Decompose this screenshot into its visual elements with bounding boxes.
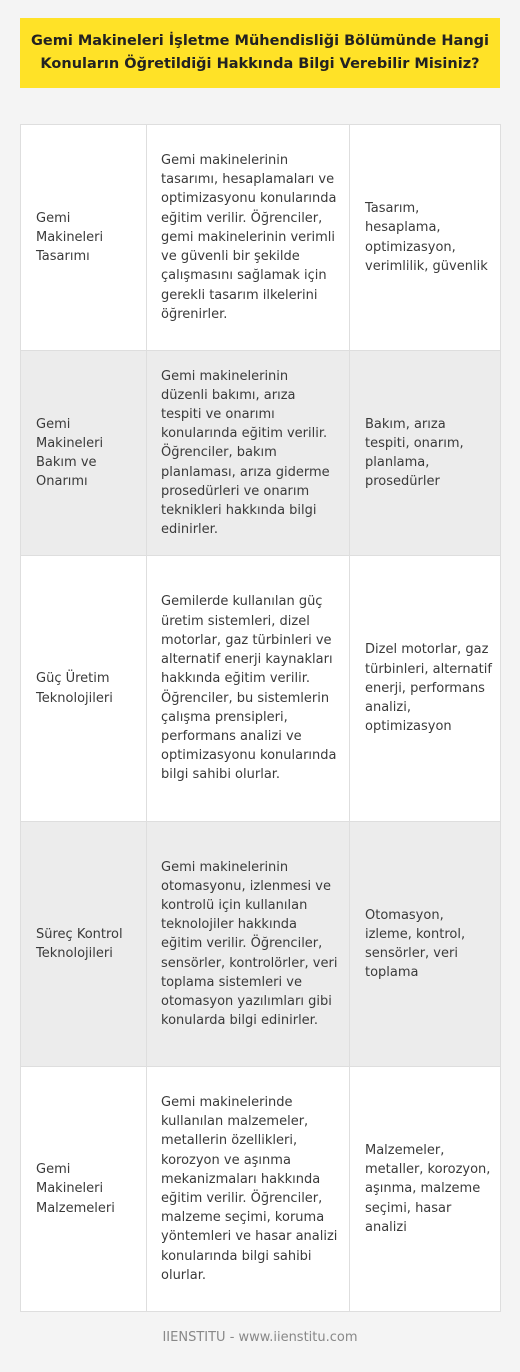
- table-row: [21, 1067, 501, 1312]
- table-row: [21, 125, 501, 351]
- table-row: [21, 822, 501, 1067]
- title-banner: [20, 18, 500, 88]
- topic-cell: Gemi Makineleri Malzemeleri: [21, 1067, 147, 1312]
- table-row: [21, 556, 501, 822]
- topic-cell: Gemi Makineleri Bakım ve Onarımı: [21, 351, 147, 556]
- keywords-cell: Bakım, arıza tespiti, onarım, planlama, prosedürler: [350, 351, 501, 556]
- description-cell: Gemilerde kullanılan güç üretim sistemleri, dizel motorlar, gaz türbinleri ve alternatif enerji kaynakları hakkında eğitim verilir. Öğrenciler, bu sistemlerin çalışma prensipleri, performans analizi ve optimizasyonu konularında bilgi sahibi olurlar.: [147, 556, 350, 822]
- description-cell: Gemi makinelerinin tasarımı, hesaplamaları ve optimizasyonu konularında eğitim verilir. Öğrenciler, gemi makinelerinin verimli ve güvenli bir şekilde çalışmasını sağlamak için gerekli tasarım ilkelerini öğrenirler.: [147, 125, 350, 351]
- topic-cell: Gemi Makineleri Tasarımı: [21, 125, 147, 351]
- keywords-cell: Otomasyon, izleme, kontrol, sensörler, veri toplama: [350, 822, 501, 1067]
- topics-table-container: [20, 124, 500, 1312]
- keywords-cell: Dizel motorlar, gaz türbinleri, alternatif enerji, performans analizi, optimizasyon: [350, 556, 501, 822]
- description-cell: Gemi makinelerinde kullanılan malzemeler, metallerin özellikleri, korozyon ve aşınma mekanizmaları hakkında eğitim verilir. Öğrenciler, malzeme seçimi, koruma yöntemleri ve hasar analizi konularında bilgi sahibi olurlar.: [147, 1067, 350, 1312]
- description-cell: Gemi makinelerinin düzenli bakımı, arıza tespiti ve onarımı konularında eğitim verilir. Öğrenciler, bakım planlaması, arıza giderme prosedürleri ve onarım teknikleri hakkında bilgi edinirler.: [147, 351, 350, 556]
- page-title: Gemi Makineleri İşletme Mühendisliği Bölümünde Hangi Konuların Öğretildiği Hakkında Bilgi Verebilir Misiniz?: [30, 33, 490, 72]
- topics-table: [20, 124, 501, 1312]
- table-row: [21, 351, 501, 556]
- topic-cell: Süreç Kontrol Teknolojileri: [21, 822, 147, 1067]
- footer-credit: IIENSTITU - www.iienstitu.com: [162, 1330, 358, 1345]
- description-cell: Gemi makinelerinin otomasyonu, izlenmesi ve kontrolü için kullanılan teknolojiler hakkında eğitim verilir. Öğrenciler, sensörler, kontrolörler, veri toplama sistemleri ve otomasyon yazılımları gibi konularda bilgi edinirler.: [147, 822, 350, 1067]
- topic-cell: Güç Üretim Teknolojileri: [21, 556, 147, 822]
- keywords-cell: Malzemeler, metaller, korozyon, aşınma, malzeme seçimi, hasar analizi: [350, 1067, 501, 1312]
- keywords-cell: Tasarım, hesaplama, optimizasyon, verimlilik, güvenlik: [350, 125, 501, 351]
